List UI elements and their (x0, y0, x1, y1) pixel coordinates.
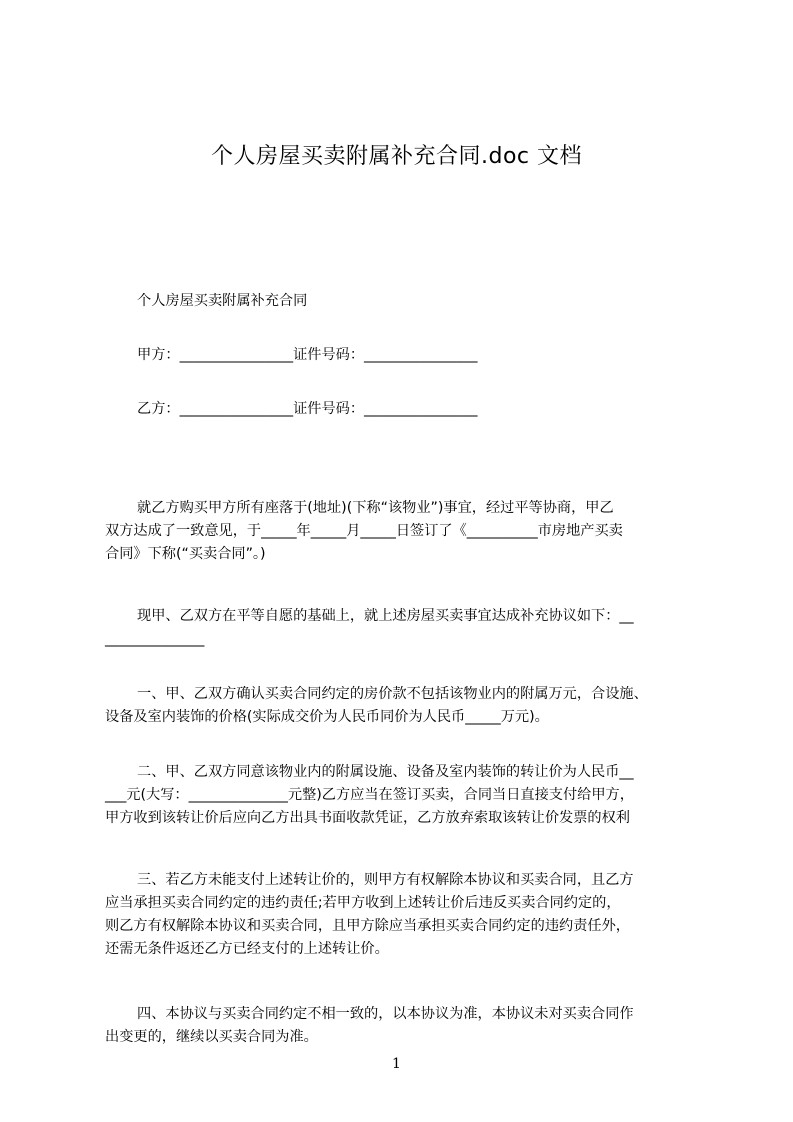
party-a-line: 甲方：________________证件号码：________________ (137, 347, 478, 363)
clause-2-line: 甲方收到该转让价后应向乙方出具书面收款凭证，乙方放弃索取该转让价发票的权利 (105, 810, 630, 826)
contract-heading: 个人房屋买卖附属补充合同 (137, 293, 308, 309)
agreement-line: 现甲、乙双方在平等自愿的基础上，就上述房屋买卖事宜达成补充协议如下：__ (137, 608, 634, 624)
clause-3-line: 还需无条件返还乙方已经支付的上述转让价。 (105, 941, 389, 957)
agreement-line: ______________ (105, 631, 205, 647)
page-number: 1 (392, 1056, 401, 1072)
clause-3-line: 则乙方有权解除本协议和买卖合同，且甲方除应当承担买卖合同约定的违约责任外， (105, 918, 630, 934)
intro-line: 合同》下称(“买卖合同”。) (105, 546, 266, 562)
clause-3-line: 应当承担买卖合同约定的违约责任;若甲方收到上述转让价后违反买卖合同约定的， (105, 895, 621, 911)
clause-4-paragraph (105, 957, 710, 1095)
intro-line: 双方达成了一致意见，于_____年_____月_____日签订了《__________市房地产买卖 (105, 523, 623, 539)
intro-line: 就乙方购买甲方所有座落于(地址)(下称“该物业”)事宜，经过平等协商，甲乙 (137, 500, 614, 516)
clause-4-line: 出变更的，继续以买卖合同为准。 (105, 1029, 318, 1045)
clause-3-line: 三、若乙方未能支付上述转让价的，则甲方有权解除本协议和买卖合同，且乙方 (137, 872, 634, 888)
document-title: 个人房屋买卖附属补充合同.doc 文档 (210, 144, 582, 169)
clause-1-line: 设备及室内装饰的价格(实际成交价为人民币同价为人民币_____万元)。 (105, 709, 549, 725)
clause-1-line: 一、甲、乙双方确认买卖合同约定的房价款不包括该物业内的附属万元，合设施、 (137, 686, 648, 702)
party-b-line: 乙方：________________证件号码：________________ (137, 401, 478, 417)
clause-2-line: ___元(大写：______________元整)乙方应当在签订买卖，合同当日直接支付给甲方， (105, 787, 634, 803)
clause-2-line: 二、甲、乙双方同意该物业内的附属设施、设备及室内装饰的转让价为人民币__ (137, 764, 634, 780)
clause-4-line: 四、本协议与买卖合同约定不相一致的，以本协议为准，本协议未对买卖合同作 (137, 1006, 634, 1022)
